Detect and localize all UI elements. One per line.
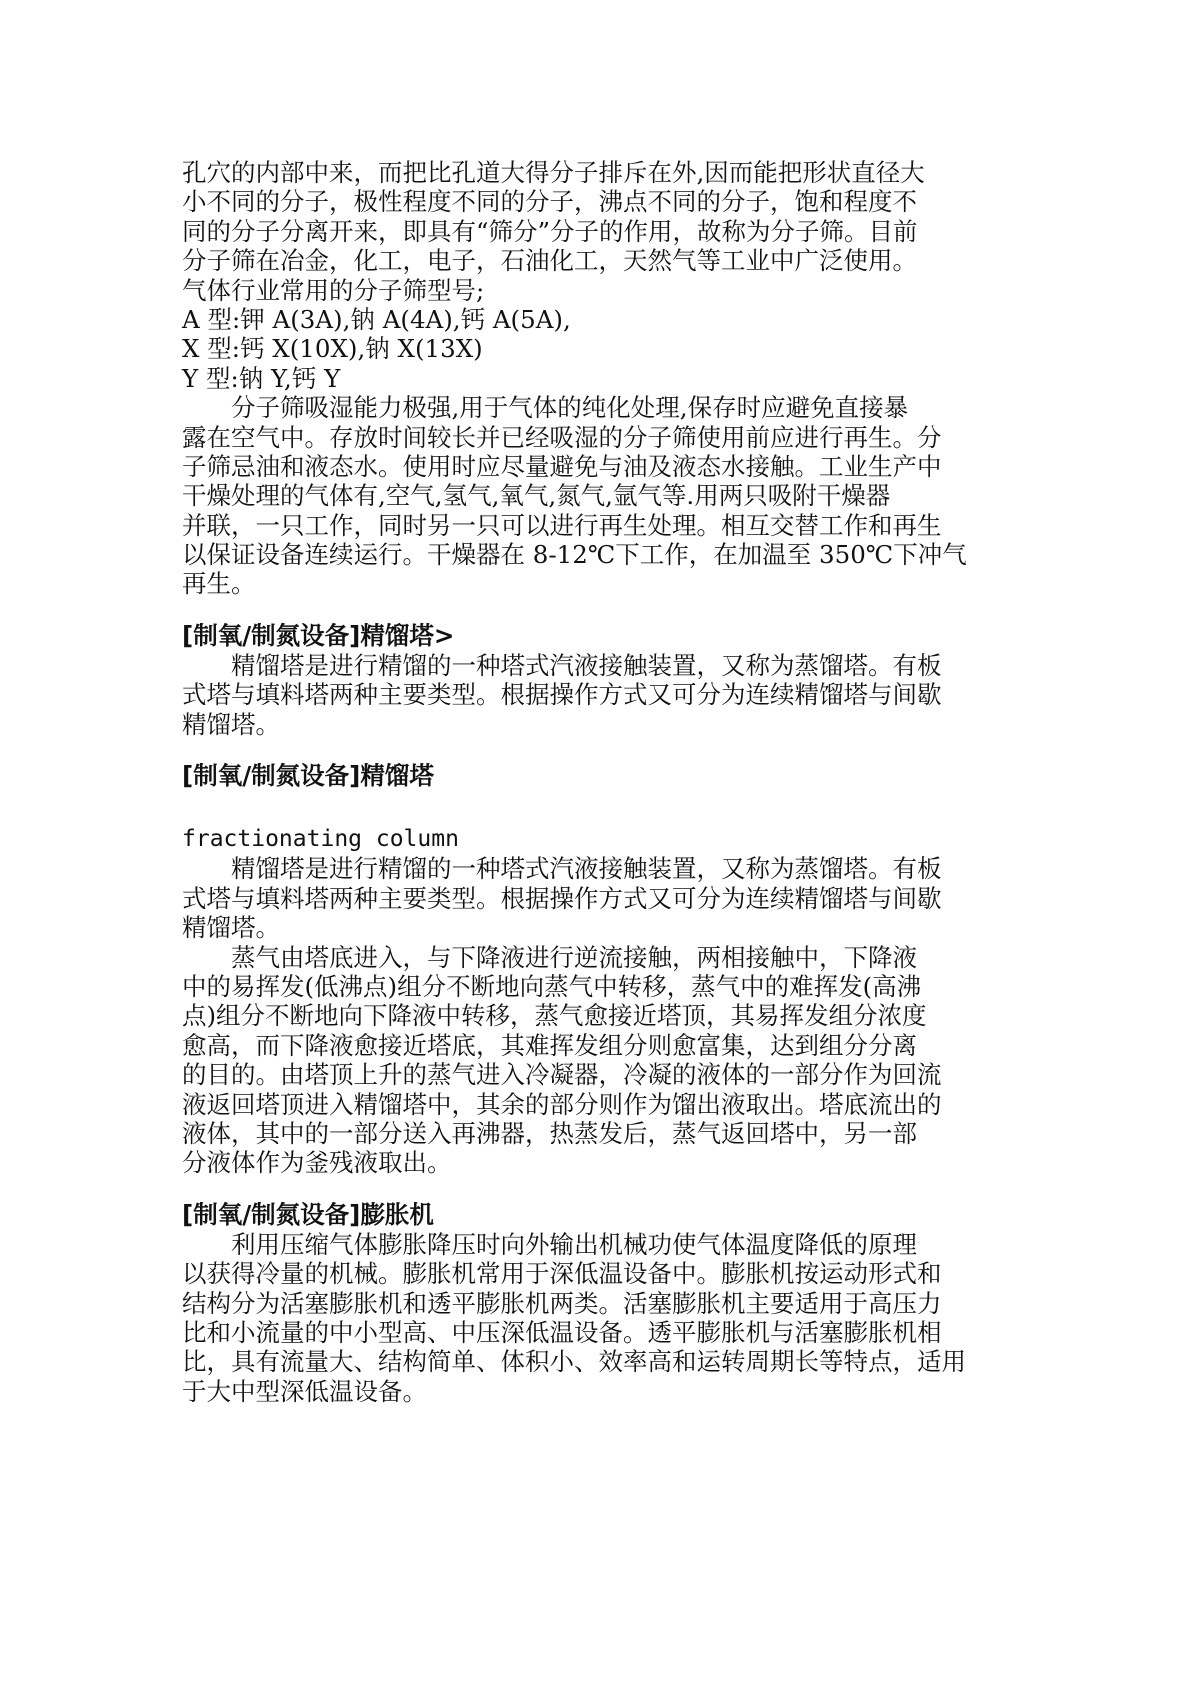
text-line: 式塔与填料塔两种主要类型。根据操作方式又可分为连续精馏塔与间歇 [182, 680, 942, 710]
column-paragraph [182, 651, 1012, 739]
text-line: 结构分为活塞膨胀机和透平膨胀机两类。活塞膨胀机主要适用于高压力 [182, 1288, 942, 1318]
text-line: 的目的。由塔顶上升的蒸气进入冷凝器，冷凝的液体的一部分作为回流 [182, 1060, 942, 1090]
text-line: 精馏塔。 [182, 913, 280, 943]
sieve-type-x: X 型:钙 X(10X),钠 X(13X) [182, 334, 483, 364]
text-line: 点)组分不断地向下降液中转移，蒸气愈接近塔顶，其易挥发组分浓度 [182, 1001, 927, 1031]
english-term: fractionating column [182, 826, 459, 853]
column-detail-paragraph-2 [182, 943, 1012, 1178]
text-line: 精馏塔是进行精馏的一种塔式汽液接触装置，又称为蒸馏塔。有板 [231, 854, 942, 884]
text-line: 利用压缩气体膨胀降压时向外输出机械功使气体温度降低的原理 [231, 1229, 917, 1259]
text-line: 中的易挥发(低沸点)组分不断地向蒸气中转移，蒸气中的难挥发(高沸 [182, 971, 922, 1001]
text-line: 分液体作为釜残液取出。 [182, 1148, 452, 1178]
text-line: 并联，一只工作，同时另一只可以进行再生处理。相互交替工作和再生 [182, 510, 942, 540]
column-detail-paragraph-1 [182, 854, 1012, 942]
text-line: 孔穴的内部中来，而把比孔道大得分子排斥在外,因而能把形状直径大 [182, 158, 925, 187]
text-line: 精馏塔是进行精馏的一种塔式汽液接触装置，又称为蒸馏塔。有板 [231, 650, 942, 680]
text-line: 比，具有流量大、结构简单、体积小、效率高和运转周期长等特点，适用 [182, 1347, 966, 1377]
text-line: 分子筛在冶金，化工，电子，石油化工，天然气等工业中广泛使用。 [182, 246, 917, 276]
sieve-paragraph [182, 393, 1012, 599]
document-page [182, 158, 1012, 1406]
text-line: 液体，其中的一部分送入再沸器，热蒸发后，蒸气返回塔中，另一部 [182, 1118, 917, 1148]
text-line: 比和小流量的中小型高、中压深低温设备。透平膨胀机与活塞膨胀机相 [182, 1317, 942, 1347]
text-line: 气体行业常用的分子筛型号; [182, 275, 485, 305]
text-line: 蒸气由塔底进入，与下降液进行逆流接触，两相接触中，下降液 [231, 942, 917, 972]
section-heading-column-detail: [制氧/制氮设备]精馏塔 [182, 761, 434, 791]
text-line: 小不同的分子，极性程度不同的分子，沸点不同的分子，饱和程度不 [182, 187, 917, 217]
text-line: 液返回塔顶进入精馏塔中，其余的部分则作为馏出液取出。塔底流出的 [182, 1089, 942, 1119]
section-heading-column: [制氧/制氮设备]精馏塔> [182, 620, 455, 650]
text-line: 子筛忌油和液态水。使用时应尽量避免与油及液态水接触。工业生产中 [182, 451, 942, 481]
intro-paragraph [182, 158, 1012, 393]
text-line: 愈高，而下降液愈接近塔底，其难挥发组分则愈富集，达到组分分离 [182, 1030, 917, 1060]
sieve-type-y: Y 型:钠 Y,钙 Y [182, 363, 341, 393]
text-line: 再生。 [182, 569, 256, 599]
text-line: 分子筛吸湿能力极强,用于气体的纯化处理,保存时应避免直接暴 [231, 393, 909, 423]
text-line: 以获得冷量的机械。膨胀机常用于深低温设备中。膨胀机按运动形式和 [182, 1259, 942, 1289]
expander-paragraph [182, 1230, 1012, 1406]
text-line: 精馏塔。 [182, 709, 280, 739]
text-line: 露在空气中。存放时间较长并已经吸湿的分子筛使用前应进行再生。分 [182, 422, 942, 452]
section-heading-expander: [制氧/制氮设备]膨胀机 [182, 1199, 434, 1229]
text-line: 同的分子分离开来，即具有“筛分”分子的作用，故称为分子筛。目前 [182, 216, 918, 246]
text-line: 于大中型深低温设备。 [182, 1376, 427, 1406]
text-line: 干燥处理的气体有,空气,氢气,氧气,氮气,氩气等.用两只吸附干燥器 [182, 481, 891, 511]
sieve-type-a: A 型:钾 A(3A),钠 A(4A),钙 A(5A), [182, 304, 571, 334]
text-line: 式塔与填料塔两种主要类型。根据操作方式又可分为连续精馏塔与间歇 [182, 883, 942, 913]
text-line: 以保证设备连续运行。干燥器在 8-12℃下工作，在加温至 350℃下冲气 [182, 540, 967, 570]
